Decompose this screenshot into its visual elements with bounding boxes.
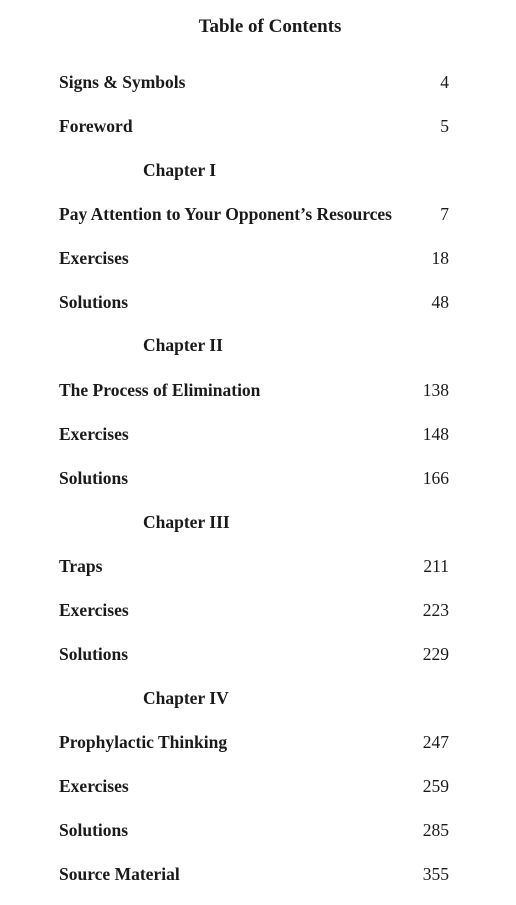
entry-label: Pay Attention to Your Opponent’s Resources [59,204,392,224]
entry-page-number: 138 [422,380,449,400]
toc-entry-exercises-3[interactable] [59,600,449,624]
toc-entry-traps[interactable] [59,556,449,580]
toc-entry-prophylactic-thinking[interactable] [59,732,449,756]
entry-label: Exercises [59,424,129,444]
entry-label: Exercises [59,248,129,268]
entry-label: Prophylactic Thinking [59,732,228,752]
entry-page-number: 166 [422,468,449,488]
entry-label: Solutions [59,468,129,488]
toc-entry-exercises-2[interactable] [59,424,449,448]
toc-entry-process-of-elimination[interactable] [59,380,449,404]
toc-entry-signs-symbols[interactable] [59,72,449,96]
chapter-heading-3: Chapter III [143,512,230,532]
entry-page-number: 148 [422,424,449,444]
entry-label: Solutions [59,820,129,840]
toc-entry-solutions-4[interactable] [59,820,449,844]
entry-label: Traps [59,556,103,576]
toc-entry-exercises-4[interactable] [59,776,449,800]
entry-page-number: 48 [431,292,449,312]
entry-label: Solutions [59,644,129,664]
entry-page-number: 211 [423,556,449,576]
entry-page-number: 259 [422,776,449,796]
entry-label: Signs & Symbols [59,72,186,92]
entry-page-number: 223 [422,600,449,620]
entry-label: Source Material [59,864,180,884]
entry-page-number: 229 [422,644,449,664]
entry-label: Exercises [59,776,129,796]
entry-label: The Process of Elimination [59,380,261,400]
chapter-heading-1: Chapter I [143,160,217,180]
toc-entry-solutions-1[interactable] [59,292,449,316]
toc-entry-opponents-resources[interactable] [59,204,449,228]
entry-page-number: 7 [440,204,449,224]
toc-entry-source-material[interactable] [59,864,449,888]
chapter-heading-2: Chapter II [143,335,223,355]
toc-entry-solutions-3[interactable] [59,644,449,668]
entry-page-number: 18 [431,248,449,268]
chapter-heading-4: Chapter IV [143,688,229,708]
toc-entry-exercises-1[interactable] [59,248,449,272]
toc-entry-foreword[interactable] [59,116,449,140]
entry-label: Solutions [59,292,129,312]
toc-entry-solutions-2[interactable] [59,468,449,492]
entry-page-number: 247 [422,732,449,752]
entry-page-number: 4 [440,72,449,92]
entry-page-number: 285 [422,820,449,840]
entry-label: Exercises [59,600,129,620]
entry-page-number: 5 [440,116,449,136]
entry-page-number: 355 [422,864,449,884]
page-title: Table of Contents [198,16,342,37]
entry-label: Foreword [59,116,133,136]
